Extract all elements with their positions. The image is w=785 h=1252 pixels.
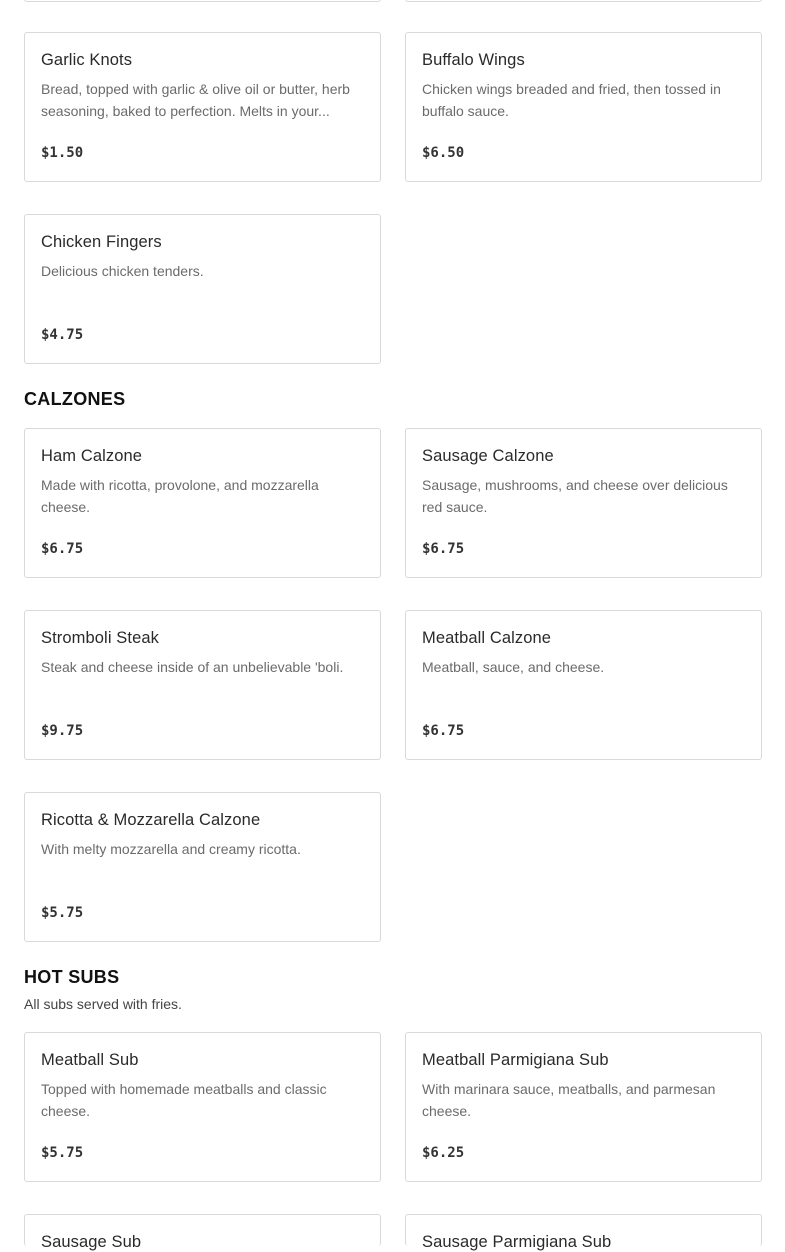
item-name: Meatball Parmigiana Sub — [422, 1051, 609, 1069]
item-price: $4.75 — [41, 327, 84, 343]
menu-item-garlic-knots[interactable] — [24, 32, 381, 182]
item-price: $6.75 — [422, 723, 465, 739]
item-name: Buffalo Wings — [422, 51, 525, 69]
menu-item-meatball-sub[interactable] — [24, 1032, 381, 1182]
item-description: With melty mozzarella and creamy ricotta. — [41, 841, 301, 857]
item-name: Garlic Knots — [41, 51, 133, 69]
item-price: $6.75 — [41, 541, 84, 557]
menu-item-stromboli-steak[interactable] — [24, 610, 381, 760]
menu-item-ham-calzone[interactable] — [24, 428, 381, 578]
item-description: Bread, topped with garlic & olive oil or butter, herb seasoning, baked to perfection. Melts in your... — [41, 81, 350, 119]
item-name: Stromboli Steak — [41, 629, 159, 647]
menu-item-chicken-fingers[interactable] — [24, 214, 381, 364]
item-name: Chicken Fingers — [41, 233, 162, 251]
item-price: $6.75 — [422, 541, 465, 557]
item-description: Topped with homemade meatballs and classic cheese. — [41, 1081, 327, 1119]
item-description: Chicken wings breaded and fried, then tossed in buffalo sauce. — [422, 81, 721, 119]
item-name: Ham Calzone — [41, 447, 143, 465]
item-description: Meatball, sauce, and cheese. — [422, 659, 605, 675]
item-name: Sausage Sub — [41, 1233, 142, 1251]
item-name: Ricotta & Mozzarella Calzone — [41, 811, 261, 829]
item-price: $1.50 — [41, 145, 84, 161]
menu-item-buffalo-wings[interactable] — [405, 32, 762, 182]
item-price: $6.25 — [422, 1145, 465, 1161]
menu-item-meatball-parmigiana-sub[interactable] — [405, 1032, 762, 1182]
item-description: With marinara sauce, meatballs, and parmesan cheese. — [422, 1081, 716, 1119]
item-description: Delicious chicken tenders. — [41, 263, 204, 279]
item-price: $5.75 — [41, 905, 84, 921]
item-price: $5.75 — [41, 1145, 84, 1161]
section-title-calzones: CALZONES — [24, 389, 126, 409]
menu-item-sausage-parmigiana-sub[interactable] — [405, 1214, 762, 1251]
item-description: Sausage, mushrooms, and cheese over delicious red sauce. — [422, 477, 728, 515]
menu-item-sausage-sub[interactable] — [24, 1214, 381, 1251]
item-price: $6.50 — [422, 145, 465, 161]
menu-item-ricotta-mozzarella-calzone[interactable] — [24, 792, 381, 942]
item-name: Sausage Parmigiana Sub — [422, 1233, 612, 1251]
menu-item-sausage-calzone[interactable] — [405, 428, 762, 578]
item-description: Steak and cheese inside of an unbelievable 'boli. — [41, 659, 344, 675]
menu-item-card-clipped[interactable] — [24, 0, 381, 2]
item-name: Meatball Sub — [41, 1051, 139, 1069]
item-price: $9.75 — [41, 723, 84, 739]
section-note: All subs served with fries. — [24, 996, 182, 1012]
item-name: Sausage Calzone — [422, 447, 554, 465]
item-description: Made with ricotta, provolone, and mozzarella cheese. — [41, 477, 319, 515]
section-title-hot-subs: HOT SUBS — [24, 967, 120, 987]
menu-item-card-clipped[interactable] — [405, 0, 762, 2]
item-name: Meatball Calzone — [422, 629, 552, 647]
menu-item-meatball-calzone[interactable] — [405, 610, 762, 760]
